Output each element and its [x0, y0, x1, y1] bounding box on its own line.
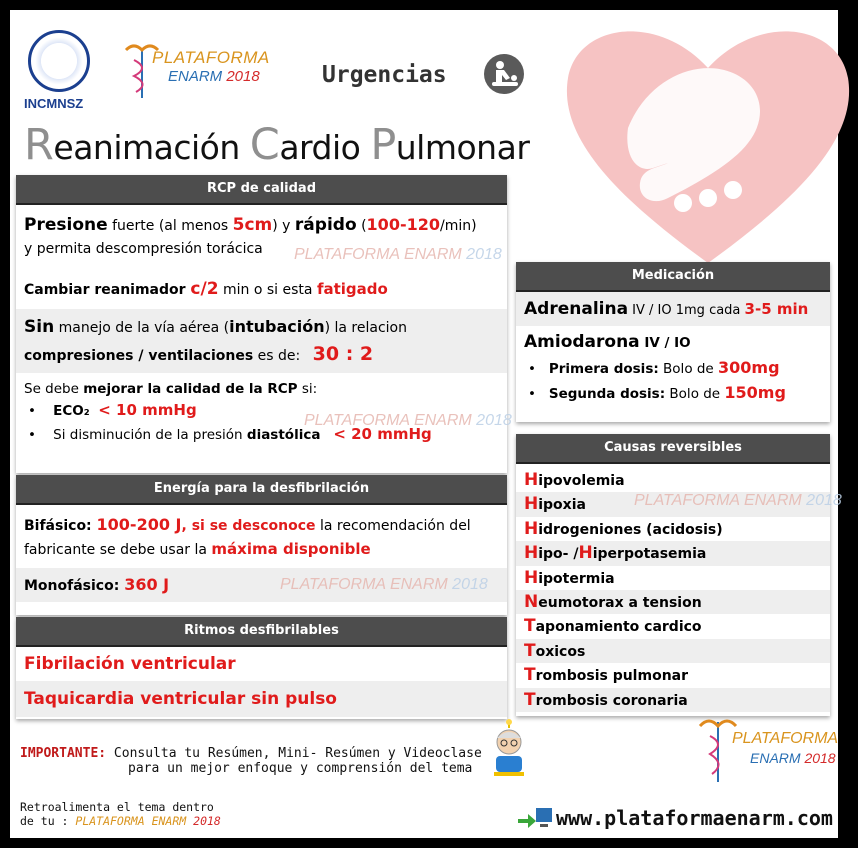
causa-item: Hipovolemia	[524, 470, 625, 490]
ritmo-fibrilacion: Fibrilación ventricular	[24, 654, 236, 674]
plataforma-enarm-logo-footer: PLATAFORMA ENARM 2018	[696, 714, 836, 784]
rcp-bullet-eco2: • ECO₂ < 10 mmHg	[28, 401, 197, 419]
causas-panel	[516, 434, 830, 716]
energia-header: Energía para la desfibrilación	[16, 475, 507, 505]
cpr-person-icon	[484, 54, 524, 94]
watermark: PLATAFORMA ENARM 2018	[304, 412, 512, 429]
med-primera-dosis: • Primera dosis: Bolo de 300mg	[528, 358, 780, 377]
watermark: PLATAFORMA ENARM 2018	[294, 246, 502, 263]
med-segunda-dosis: • Segunda dosis: Bolo de 150mg	[528, 383, 786, 402]
causa-item: Hipoxia	[516, 492, 830, 516]
rcp-panel	[16, 175, 507, 473]
energia-bifasico: Bifásico: 100-200 J, si se desconoce la recomendación del fabricante se debe usar la máxima disponible	[24, 515, 471, 558]
rcp-presione: Presione fuerte (al menos 5cm) y rápido (100-120/min) y permita descompresión torácica	[24, 215, 477, 257]
medicacion-panel	[516, 262, 830, 422]
causa-item: Taponamiento cardico	[524, 616, 702, 637]
causa-item: Hidrogeniones (acidosis)	[524, 518, 723, 539]
retroalimenta-note: Retroalimenta el tema dentro de tu : PLATAFORMA ENARM 2018	[20, 800, 221, 828]
page-title: Reanimación Cardio Pulmonar	[24, 120, 530, 170]
website-link[interactable]: www.plataformaenarm.com	[556, 806, 833, 830]
rcp-header: RCP de calidad	[16, 175, 507, 205]
important-note: IMPORTANTE: Consulta tu Resúmen, Mini- Resúmen y Videoclase para un mejor enfoque y comprensión del tema	[20, 746, 482, 776]
doctor-mascot-icon	[484, 718, 534, 782]
causa-item: Toxicos	[516, 639, 830, 663]
watermark: PLATAFORMA ENARM 2018	[634, 492, 842, 509]
causa-item: Hipotermia	[524, 567, 615, 588]
org-name: INCMNSZ	[24, 96, 84, 111]
energia-panel	[16, 475, 507, 615]
logo-line2: ENARM 2018	[168, 68, 260, 85]
rcp-cambiar: Cambiar reanimador c/2 min o si esta fatigado	[24, 279, 388, 299]
ritmos-panel	[16, 617, 507, 719]
medicacion-header: Medicación	[516, 262, 830, 292]
plataforma-enarm-logo	[122, 40, 270, 100]
ritmos-header: Ritmos desfibrilables	[16, 617, 507, 647]
causa-item: Hipo- /Hiperpotasemia	[516, 541, 830, 565]
logo-line1: PLATAFORMA	[152, 48, 270, 67]
watermark: PLATAFORMA ENARM 2018	[280, 576, 488, 593]
causa-item: Trombosis pulmonar	[524, 665, 689, 686]
rcp-relacion: Sin manejo de la vía aérea (intubación) la relacion compresiones / ventilaciones es de: 30 : 2	[16, 309, 507, 373]
ritmo-taquicardia: Taquicardia ventricular sin pulso	[16, 681, 507, 717]
med-amiodarona: Amiodarona IV / IO • Primera dosis: Bolo de 300mg • Segunda dosis: Bolo de 150mg	[516, 326, 830, 402]
causas-list	[516, 464, 830, 712]
section-label: Urgencias	[322, 62, 447, 88]
causas-header: Causas reversibles	[516, 434, 830, 464]
causa-item: Trombosis coronaria	[516, 688, 830, 712]
caduceus-icon	[696, 714, 740, 784]
energia-monofasico: Monofásico: 360 J	[16, 568, 507, 602]
computer-arrow-icon	[516, 806, 554, 832]
med-adrenalina: Adrenalina IV / IO 1mg cada 3-5 min	[516, 292, 830, 326]
heart-hands-icon	[558, 18, 858, 268]
institution-seal-logo	[28, 30, 90, 92]
rcp-mejorar: Se debe mejorar la calidad de la RCP si: • ECO₂ < 10 mmHg • Si disminución de la presión diastólica < 20 mmHg	[16, 373, 507, 443]
infographic	[10, 10, 842, 838]
rcp-bullet-diastolica: • Si disminución de la presión diastólica < 20 mmHg	[28, 425, 432, 443]
causa-item: Neumotorax a tension	[516, 590, 830, 614]
